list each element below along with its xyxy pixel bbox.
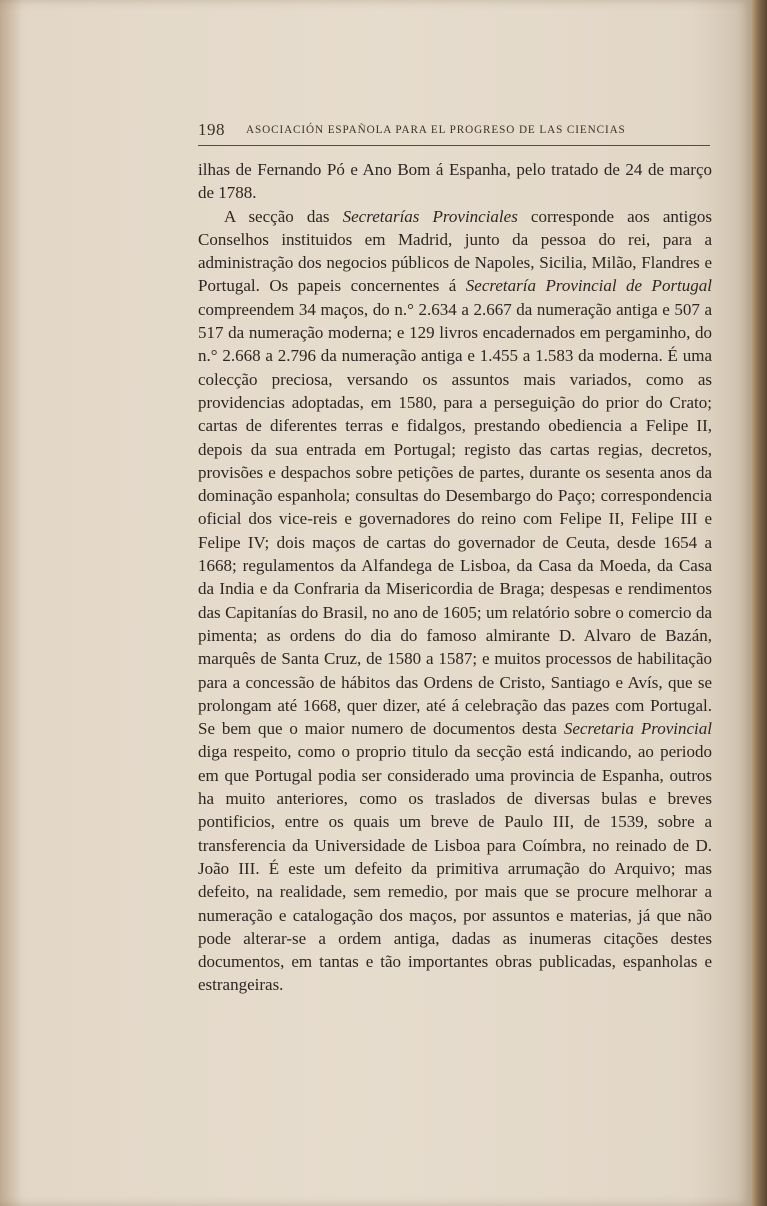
page-edge	[752, 0, 767, 1206]
page-stain	[0, 0, 22, 1206]
italic-secretarias-provinciales: Secretarías Provinciales	[342, 206, 518, 226]
paragraph-2-text-a: A secção das	[224, 206, 343, 226]
paragraph-1: ilhas de Fernando Pó e Ano Bom á Espanha, pelo tratado de 24 de março de 1788.	[198, 160, 712, 203]
italic-secretaria-provincial: Secretaria Provincial	[563, 719, 713, 739]
paragraph-2	[198, 205, 712, 997]
page-header	[198, 120, 710, 142]
paragraph-2-text-d: diga respeito, como o proprio titulo da secção está indicando, ao periodo em que Portugal podia ser considerado uma provincia de Espanha, outros ha muito anteriores, como os traslados de diversas bulas e breves pontificios, entre os quais um breve de Paulo III, de 1539, sobre a transferencia da Universidade de Lisboa para Coímbra, no reinado de D. João III. É este um defeito da primitiva arrumação do Arquivo; mas defeito, na realidade, sem remedio, por mais que se procure melhorar a numeração e catalogação dos maços, por assuntos e materias, já que não pode alterar-se a ordem antiga, dadas as inumeras citações destes documentos, em tantas e tão importantes obras publicadas, espanholas e estrangeiras.	[198, 742, 712, 995]
italic-secretaria-provincial-portugal: Secretaría Provincial de Portugal	[465, 276, 713, 296]
running-head: ASOCIACIÓN ESPAÑOLA PARA EL PROGRESO DE LAS CIENCIAS	[246, 124, 626, 136]
body-text	[198, 158, 712, 997]
page-number: 198	[198, 120, 225, 139]
paragraph-2-text-b: corresponde aos antigos Conselhos instituidos em Madrid, junto da pessoa do rei, para a administração dos negocios públicos de Napoles, Sicilia, Milão, Flandres e Portugal. Os papeis concernentes á	[198, 206, 712, 296]
paragraph-2-text-c: compreendem 34 maços, do n.° 2.634 a 2.667 da numeração antiga e 507 a 517 da numeração moderna; e 129 livros encadernados em pergaminho, do n.° 2.668 a 2.796 da numeração antiga e 1.455 a 1.583 da moderna. É uma colecção preciosa, versando os assuntos mais variados, como as providencias adoptadas, em 1580, para a perseguição do prior do Crato; cartas de diferentes terras e fidalgos, prestando obediencia a Felipe II, depois da sua entrada em Portugal; registo das cartas regias, decretos, provisões e despachos sobre petições de partes, durante os sesenta anos da dominação espanhola; consultas do Desembargo do Paço; correspondencia oficial dos vice-reis e governadores do reino com Felipe II, Felipe III e Felipe IV; dois maços de cartas do governador de Ceuta, desde 1654 a 1668; regulamentos da Alfandega de Lisboa, da Casa da Moeda, da Casa da India e da Confraria da Misericordia de Braga; despesas e rendimentos das Capitanías do Brasil, no ano de 1605; um relatório sobre o comercio da pimenta; as ordens do dia do famoso almirante D. Alvaro de Bazán, marquês de Santa Cruz, de 1580 a 1587; e muitos processos de habilitação para a concessão de hábitos das Ordens de Cristo, Santiago e Avís, que se prolongam até 1668, quer dizer, até á celebração das pazes com Portugal. Se bem que o maior numero de documentos desta	[198, 299, 712, 739]
header-rule	[198, 145, 710, 146]
